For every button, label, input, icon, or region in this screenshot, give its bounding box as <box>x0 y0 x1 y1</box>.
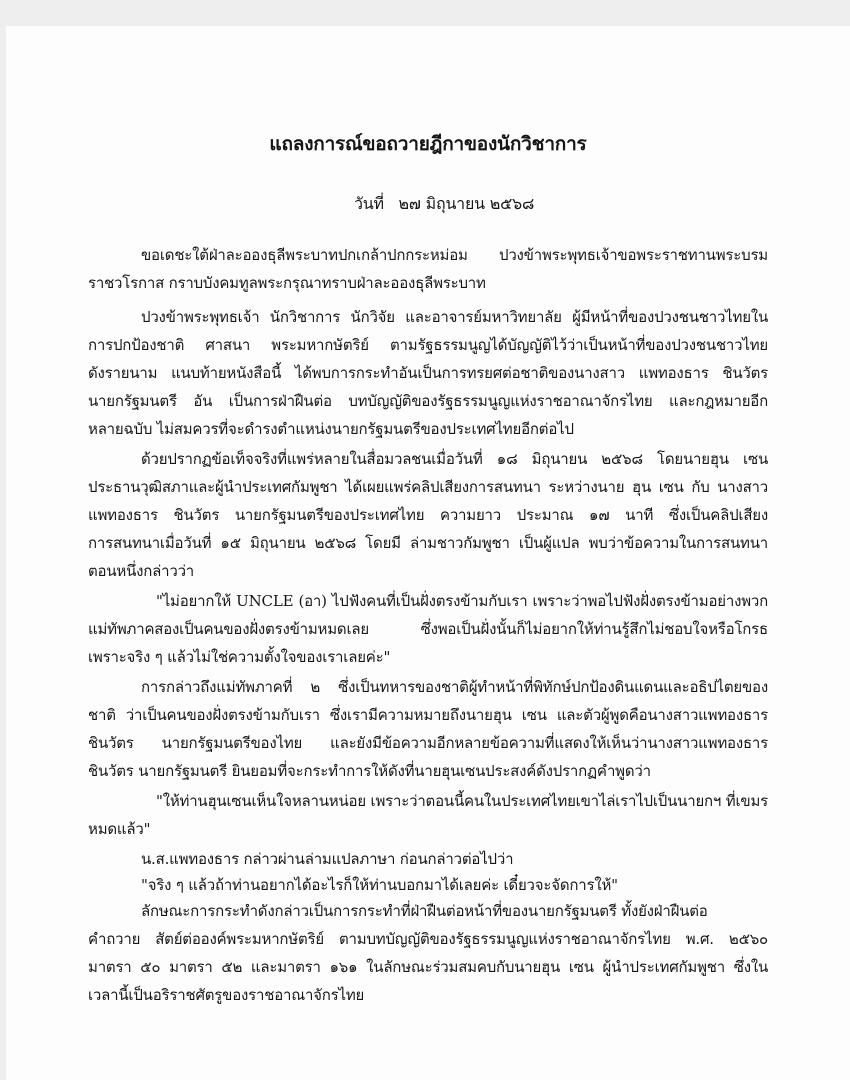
paragraph-line: ชินวัตร นายกรัฐมนตรีของไทย และยังมีข้อความอีกหลายข้อความที่แสดงให้เห็นว่านางสาวแพทองธาร <box>88 734 768 752</box>
paragraph-line: การปกป้องชาติ ศาสนา พระมหากษัตริย์ ตามรัฐธรรมนูญได้บัญญัติไว้ว่าเป็นหน้าที่ของปวงชนชาวไทย <box>88 336 768 354</box>
paragraph-line: นายกรัฐมนตรี อัน เป็นการฝ่าฝืนต่อ บทบัญญัติของรัฐธรรมนูญแห่งราชอาณาจักรไทย และกฎหมายอีก <box>88 392 768 410</box>
paragraph-line: ลักษณะการกระทำดังกล่าวเป็นการกระทำที่ฝ่าฝืนต่อหน้าที่ของนายกรัฐมนตรี ทั้งยังฝ่าฝืนต่อ <box>141 902 708 920</box>
date-value: ๒๗ มิถุนายน ๒๕๖๘ <box>398 194 535 213</box>
paragraph-line: การสนทนาเมื่อวันที่ ๑๕ มิถุนายน ๒๕๖๘ โดยมี ล่ามชาวกัมพูชา เป็นผู้แปล พบว่าข้อความในการสนทนา <box>88 534 768 552</box>
quote-line: หมดแล้ว" <box>88 820 151 838</box>
paragraph-line: ขอเดชะใต้ฝ่าละอองธุลีพระบาทปกเกล้าปกกระหม่อม ปวงข้าพระพุทธเจ้าขอพระราชทานพระบรม <box>141 246 768 264</box>
quote-line: แม่ทัพภาคสองเป็นคนของฝั่งตรงข้ามหมดเลย ซึ่งพอเป็นฝั่งนั้นก็ไม่อยากให้ท่านรู้สึกไม่ชอบใจหรือโกรธ <box>88 620 768 638</box>
paragraph-line: ชินวัตร นายกรัฐมนตรี ยินยอมที่จะกระทำการให้ดังที่นายฮุนเซนประสงค์ดังปรากฏคำพูดว่า <box>88 762 651 780</box>
paragraph-line: คำถวาย สัตย์ต่อองค์พระมหากษัตริย์ ตามบทบัญญัติของรัฐธรรมนูญแห่งราชอาณาจักรไทย พ.ศ. ๒๕๖๐ <box>88 930 768 948</box>
document-date <box>354 192 534 217</box>
paragraph-line: เวลานี้เป็นอริราชศัตรูของราชอาณาจักรไทย <box>88 986 365 1004</box>
quote-line: "ไม่อยากให้ UNCLE (อา) ไปฟังคนที่เป็นฝั่งตรงข้ามกับเรา เพราะว่าพอไปฟังฝั่งตรงข้ามอย่างพวก <box>156 592 768 610</box>
date-label: วันที่ <box>354 194 384 213</box>
paragraph-line: น.ส.แพทองธาร กล่าวผ่านล่ามแปลภาษา ก่อนกล่าวต่อไปว่า <box>141 850 514 868</box>
paragraph-line: มาตรา ๕๐ มาตรา ๕๒ และมาตรา ๑๖๑ ในลักษณะร่วมสมคบกับนายฮุน เซน ผู้นำประเทศกัมพูชา ซึ่งใน <box>88 958 768 976</box>
paragraph-line: ชาติ ว่าเป็นคนของฝั่งตรงข้ามกับเรา ซึ่งเรามีความหมายถึงนายฮุน เซน และตัวผู้พูดคือนางสาวแพทองธาร <box>88 706 768 724</box>
paragraph-line: แพทองธาร ชินวัตร นายกรัฐมนตรีของประเทศไทย ความยาว ประมาณ ๑๗ นาที ซึ่งเป็นคลิปเสียง <box>88 506 768 524</box>
paragraph-line: หลายฉบับ ไม่สมควรที่จะดำรงตำแหน่งนายกรัฐมนตรีของประเทศไทยอีกต่อไป <box>88 420 574 438</box>
document-page <box>6 26 850 1080</box>
paragraph-line: การกล่าวถึงแม่ทัพภาคที่ ๒ ซึ่งเป็นทหารของชาติผู้ทำหน้าที่พิทักษ์ปกป้องดินแดนและอธิปไตยของ <box>141 678 768 696</box>
paragraph-line: ด้วยปรากฏข้อเท็จจริงที่แพร่หลายในสื่อมวลชนเมื่อวันที่ ๑๘ มิถุนายน ๒๕๖๘ โดยนายฮุน เซน <box>141 450 768 468</box>
document-body <box>6 26 850 1080</box>
paragraph-line: ประธานวุฒิสภาและผู้นำประเทศกัมพูชา ได้เผยแพร่คลิปเสียงการสนทนา ระหว่างนาย ฮุน เซน กับ นางสาว <box>88 478 768 496</box>
paragraph-line: ราชวโรกาส กราบบังคมทูลพระกรุณาทราบฝ่าละอองธุลีพระบาท <box>88 274 486 292</box>
document-title: แถลงการณ์ขอถวายฎีกาของนักวิชาการ <box>269 133 587 155</box>
quote-line: "จริง ๆ แล้วถ้าท่านอยากได้อะไรก็ให้ท่านบอกมาได้เลยค่ะ เดี๋ยวจะจัดการให้" <box>141 876 618 894</box>
quote-line: เพราะจริง ๆ แล้วไม่ใช่ความตั้งใจของเราเลยค่ะ" <box>88 648 391 666</box>
paragraph-line: ปวงข้าพระพุทธเจ้า นักวิชาการ นักวิจัย และอาจารย์มหาวิทยาลัย ผู้มีหน้าที่ของปวงชนชาวไทยใน <box>141 308 768 326</box>
paragraph-line: ดังรายนาม แนบท้ายหนังสือนี้ ได้พบการกระทำอันเป็นการทรยศต่อชาติของนางสาว แพทองธาร ชินวัตร <box>88 364 768 382</box>
paragraph-line: ตอนหนึ่งกล่าวว่า <box>88 562 195 580</box>
quote-line: "ให้ท่านฮุนเซนเห็นใจหลานหน่อย เพราะว่าตอนนี้คนในประเทศไทยเขาไล่เราไปเป็นนายกฯ ที่เขมร <box>156 792 768 810</box>
